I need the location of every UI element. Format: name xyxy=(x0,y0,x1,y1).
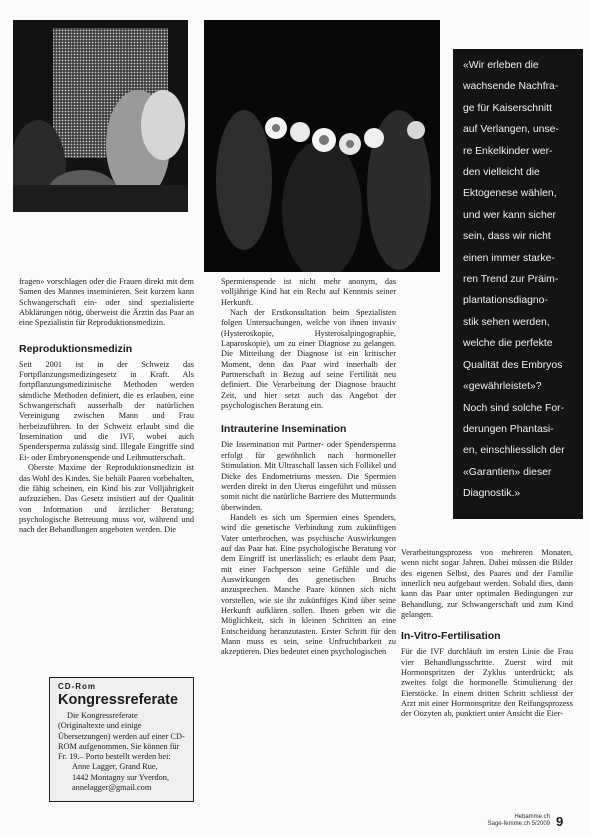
pull-quote-line: plantationsdiagno- xyxy=(463,295,548,307)
pull-quote-line: «Garantien» dieser xyxy=(463,466,552,478)
pull-quote-line: sein, dass wir nicht xyxy=(463,231,551,243)
pull-quote-line: wachsende Nachfra- xyxy=(463,81,559,93)
pull-quote-line: Qualität des Embryos xyxy=(463,359,563,371)
contact-email[interactable]: annelagger@gmail.com xyxy=(72,783,152,793)
heading-intrauterine-insemination: Intrauterine Insemination xyxy=(221,423,347,436)
col1-paragraph-2: Seit 2001 ist in der Schweiz das Fortpflanzungsmedizingesetz in Kraft. Als fortpflanzungsmedizinische Methoden werden sämtliche Methoden definiert, die es erlauben, eine Schwangerschaft ausserhalb der natürlichen Vereinigung zwischen Mann und Frau herbeizuführen. In der Schweiz erlaubt sind die Insemination und die IVF, wobei auch Spendersperma zulässig sind. Illegale Eingriffe sind Ei- oder Embryonenspende und Leihmutterschaft. xyxy=(19,359,194,462)
col3-paragraph-1: Verarbeitungsprozess von mehreren Monaten, wenn nicht sogar Jahren. Dabei müssen die Bilder des eigenen Selbst, des Paares und der Familie innerlich neu aufgebaut werden. Sobald dies, dann kann das Paar unter optimalen Bedingungen zur Behandlung, zur Schwangerschaft und zum Kind gelangen. xyxy=(401,548,573,620)
pull-quote xyxy=(453,49,583,519)
contact-town: 1442 Montagny sur Yverdon, xyxy=(72,772,170,782)
col1-paragraph-3: Oberste Maxime der Reproduktionsmedizin ist das Wohl des Kindes. Sie behält Paaren vorbehalten, die fähig scheinen, ein Kind bis zur Volljährigkeit aufzuziehen. Das Gesetz insistiert auf der Qualität von Information und ärztlicher Beratung; psychologische Betreuung muss vor, während und nach der Behandlungen angeboten werden. Die xyxy=(19,463,194,535)
pull-quote-line: en, einschliesslich der xyxy=(463,445,565,457)
pull-quote-line: Noch sind solche For- xyxy=(463,402,565,414)
heading-in-vitro-fertilisation: In-Vitro-Fertilisation xyxy=(401,630,501,643)
pull-quote-line: welche die perfekte xyxy=(463,338,553,350)
footer-issue: Sage-femme.ch 5/2009 xyxy=(487,821,550,827)
pull-quote-line: «gewährleistet»? xyxy=(463,381,542,393)
photo-right xyxy=(204,20,440,272)
exhibition-photo xyxy=(13,20,188,212)
column-1 xyxy=(19,277,194,536)
pull-quote-line: derungen Phantasi- xyxy=(463,423,554,435)
pull-quote-line: einen immer starke- xyxy=(463,252,555,264)
pull-quote-line: Ektogenese wählen, xyxy=(463,188,557,200)
col3-paragraph-2: Für die IVF durchläuft im ersten Linie die Frau vier Behandlungsschritte. Zuerst wird mit Hormonspritzen der Zyklus unterdrückt; als zweites folgt die hormonelle Stimulierung der Eierstöcke. In einem dritten Schritt schliesst der Arzt mit einer Hormonspritze den Reifungsprozess der Oozyten ab, punktiert unter Ansicht die Eier- xyxy=(401,647,573,719)
pull-quote-line: und wer kann sicher xyxy=(463,209,556,221)
pull-quote-line: ren Trend zur Präim- xyxy=(463,274,559,286)
col2-paragraph-3: Die Insemination mit Partner- oder Spendersperma erfolgt für gewöhnlich nach hormoneller Stimulation. Mit Ultraschall lassen sich Follikel und Dicke des Endometriums messen. Die Spermien werden direkt in den Uterus eingeführt und müssen somit nicht die natürliche Barriere des Muttermunds überwinden. xyxy=(221,440,396,512)
col2-paragraph-4: Handelt es sich um Spermien eines Spenders, wird die genetische Verbindung zum zukünftigen Vater unterbrochen, was psychische Auswirkungen auf das Paar hat. Eine psychologische Beratung vor dem Eingriff ist unerlässlich; es erlaubt dem Paar, mit einer Fachperson seine Gefühle und die Auswirkungen des genetischen Bruchs anzusprechen. Manche Paare können sich nicht vorstellen, wie sie ihr zukünftiges Kind über seine Herkunft aufklären sollen. Ihnen geben wir die Möglichkeit, sich in kleinen Schritten an eine Entscheidung heranzutasten. Erster Schritt für den Mann muss es sein, seine Unfruchtbarkeit zu akzeptieren. Dies bedeutet einen psychologischen xyxy=(221,512,396,657)
contact-address xyxy=(58,762,185,793)
pull-quote-line: stik sehen werden, xyxy=(463,316,550,328)
column-3 xyxy=(401,548,573,720)
footer xyxy=(438,814,550,828)
cd-rom-title: Kongressreferate xyxy=(58,692,179,708)
lamps-photo xyxy=(204,20,440,272)
column-2 xyxy=(221,277,396,658)
footer-publication: Hebamme.ch xyxy=(514,814,550,820)
cd-rom-body: Die Kongressreferate (Originaltexte und einige Übersetzungen) werden auf einer CD-ROM aufgenommen. Sie können für Fr. 19.– Porto bestellt werden bei: xyxy=(58,711,185,762)
heading-reproduktionsmedizin: Reproduktionsmedizin xyxy=(19,342,133,355)
pull-quote-line: Diagnostik.» xyxy=(463,488,521,500)
pull-quote-line: re Enkelkinder wer- xyxy=(463,145,553,157)
photo-left xyxy=(13,20,188,212)
pull-quote-line: auf Verlangen, unse- xyxy=(463,124,559,136)
col2-paragraph-2: Nach der Erstkonsultation beim Spezialisten folgen Untersuchungen, welche von ihnen invasiv (Hysteroskopie, Hysterosalpingographie, Laparoskopie), um zu einer Diagnose zu gelangen. Die Mitteilung der Diagnose ist ein kritischer Moment, denn das Paar wird innerhalb der Partnerschaft in Bezug auf seine Fertilität neu definiert. Die Verarbeitung der Diagnose braucht Zeit, und hier setzt auch das Angebot der psychologischen Beratung ein. xyxy=(221,308,396,411)
pull-quote-line: den vielleicht die xyxy=(463,167,540,179)
cd-rom-kicker: CD-Rom xyxy=(58,682,96,691)
col1-paragraph-1: fragen» vorschlagen oder die Frauen direkt mit dem Samen des Mannes inseminieren. Seit kurzem kann Schwangerschaft ein- oder sind spezialisierte Abklärungen nötig, überweist die Ärztin das Paar an eine Spezialistin für Reproduktionsmedizin. xyxy=(19,277,194,328)
pull-quote-line: ge für Kaiserschnitt xyxy=(463,102,552,114)
pull-quote-line: «Wir erleben die xyxy=(463,60,539,71)
col2-paragraph-1: Spermienspende ist nicht mehr anonym, das volljährige Kind hat ein Recht auf Kenntnis seiner Herkunft. xyxy=(221,277,396,307)
page-number: 9 xyxy=(556,814,564,829)
pull-quote-text xyxy=(463,55,573,505)
contact-name: Anne Lagger, Grand Rue, xyxy=(72,762,158,772)
cd-rom-box xyxy=(49,677,194,802)
